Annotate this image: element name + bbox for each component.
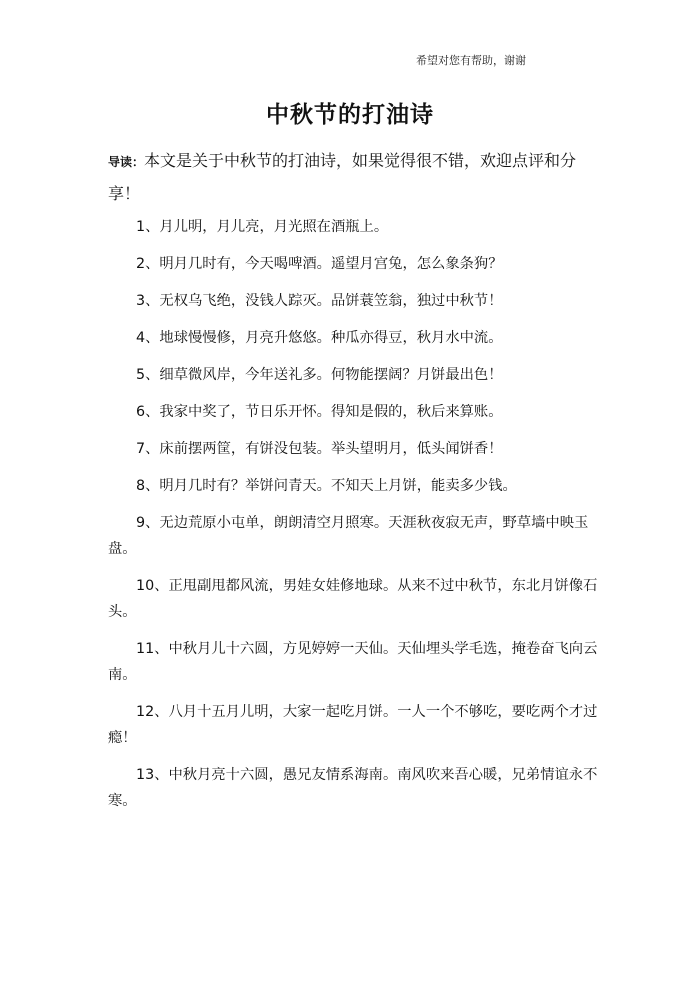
page-title: 中秋节的打油诗 xyxy=(266,102,434,128)
poem-list xyxy=(108,214,600,825)
poem-item: 6、我家中奖了，节日乐开怀。得知是假的，秋后来算账。 xyxy=(136,404,503,420)
poem-item: 13、中秋月亮十六圆，愚兄友情系海南。南风吹来吾心暖，兄弟情谊永不寒。 xyxy=(108,767,598,809)
poem-item: 3、无权乌飞绝，没钱人踪灭。品饼蓑笠翁，独过中秋节！ xyxy=(136,293,503,309)
poem-item: 9、无边荒原小屯单，朗朗清空月照寒。天涯秋夜寂无声，野草墙中映玉盘。 xyxy=(108,515,589,557)
poem-item: 10、正甩副甩都风流，男娃女娃修地球。从来不过中秋节，东北月饼像石头。 xyxy=(108,578,598,620)
poem-item: 11、中秋月儿十六圆，方见婷婷一天仙。天仙埋头学毛选，掩卷奋飞向云南。 xyxy=(108,641,598,683)
poem-item: 2、明月几时有，今天喝啤酒。遥望月宫兔，怎么象条狗？ xyxy=(136,256,503,272)
poem-item: 8、明月几时有？举饼问青天。不知天上月饼，能卖多少钱。 xyxy=(136,478,517,494)
poem-item: 7、床前摆两筐，有饼没包装。举头望明月，低头闻饼香！ xyxy=(136,441,503,457)
poem-item: 4、地球慢慢修，月亮升悠悠。种瓜亦得豆，秋月水中流。 xyxy=(136,330,503,346)
poem-item: 12、八月十五月儿明，大家一起吃月饼。一人一个不够吃，要吃两个才过瘾！ xyxy=(108,704,598,746)
header-note: 希望对您有帮助，谢谢 xyxy=(416,54,526,67)
poem-item: 5、细草微风岸，今年送礼多。何物能摆阔？月饼最出色！ xyxy=(136,367,503,383)
intro-label: 导读： xyxy=(108,155,145,169)
poem-item: 1、月儿明，月儿亮，月光照在酒瓶上。 xyxy=(136,219,389,235)
intro-paragraph xyxy=(108,145,608,210)
intro-text: 本文是关于中秋节的打油诗，如果觉得很不错，欢迎点评和分享！ xyxy=(108,151,577,203)
